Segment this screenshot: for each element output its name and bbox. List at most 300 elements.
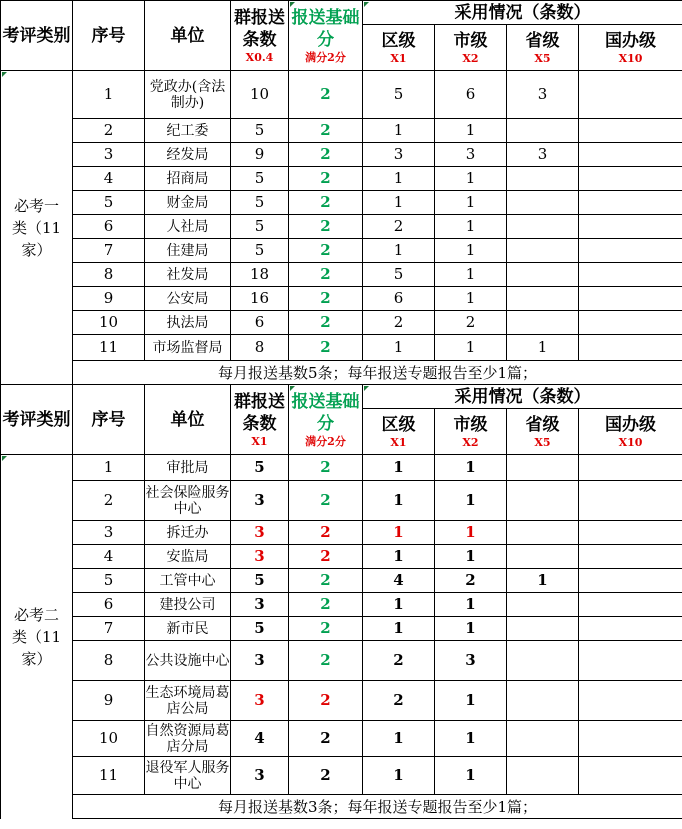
- table-row: [1, 287, 682, 311]
- district-value: 1: [393, 766, 404, 784]
- unit-name: 纪工委: [166, 122, 209, 139]
- seq-value: 3: [103, 523, 114, 541]
- seq-value: 1: [103, 458, 114, 476]
- seq-value: 3: [103, 145, 114, 163]
- report-count-cell: [231, 569, 289, 593]
- table-row: [1, 593, 682, 617]
- unit-cell: [145, 617, 231, 641]
- seq-value: 1: [103, 85, 114, 103]
- report-count-value: 5: [254, 193, 265, 211]
- report-count-value: 18: [249, 265, 270, 283]
- district-header: [363, 25, 435, 71]
- base-score-cell: [289, 617, 363, 641]
- unit-cell: [145, 311, 231, 335]
- report-count-header-text: 群报送条数: [234, 8, 285, 50]
- seq-cell: [73, 143, 145, 167]
- base-score-value: 2: [320, 121, 331, 139]
- unit-cell: [145, 287, 231, 311]
- state-cell: [579, 263, 682, 287]
- report-count-value: 4: [254, 729, 265, 747]
- city-value: 6: [465, 85, 476, 103]
- district-value: 4: [393, 571, 404, 589]
- unit-cell: [145, 757, 231, 795]
- unit-name: 社发局: [166, 266, 209, 283]
- seq-value: 10: [98, 313, 119, 331]
- state-cell: [579, 335, 682, 361]
- unit-name: 经发局: [166, 146, 209, 163]
- seq-cell: [73, 263, 145, 287]
- state-cell: [579, 455, 682, 481]
- report-count-value: 3: [254, 595, 265, 613]
- note-cell: [73, 361, 682, 385]
- city-value: 1: [465, 523, 476, 541]
- city-value: 1: [465, 547, 476, 565]
- adoption-header: [363, 385, 682, 409]
- category-header: [1, 385, 73, 455]
- base-score-value: 2: [320, 523, 331, 541]
- report-count-cell: [231, 617, 289, 641]
- adoption-header-text: 采用情况（条数）: [454, 2, 591, 23]
- seq-header-text: 序号: [91, 25, 126, 46]
- table-row: [1, 215, 682, 239]
- seq-value: 7: [103, 619, 114, 637]
- district-cell: [363, 545, 435, 569]
- province-value: 3: [537, 85, 548, 103]
- base-score-value: 2: [320, 458, 331, 476]
- base-score-cell: [289, 119, 363, 143]
- report-count-multiplier: X1: [251, 435, 268, 448]
- city-value: 3: [465, 651, 476, 669]
- table-row: [1, 641, 682, 681]
- category-label: 必考二类（11家）: [11, 605, 62, 668]
- province-cell: [507, 593, 579, 617]
- unit-cell: [145, 721, 231, 757]
- base-score-value: 2: [320, 265, 331, 283]
- seq-cell: [73, 641, 145, 681]
- unit-cell: [145, 71, 231, 119]
- base-score-value: 2: [320, 217, 331, 235]
- report-count-value: 3: [254, 491, 265, 509]
- province-cell: [507, 215, 579, 239]
- province-cell: [507, 287, 579, 311]
- district-cell: [363, 239, 435, 263]
- district-cell: [363, 641, 435, 681]
- unit-name: 自然资源局葛店分局: [145, 722, 230, 755]
- adoption-header: [363, 1, 682, 25]
- district-value: 1: [393, 491, 404, 509]
- base-score-cell: [289, 455, 363, 481]
- base-score-cell: [289, 143, 363, 167]
- table-row: [1, 681, 682, 721]
- unit-cell: [145, 239, 231, 263]
- province-cell: [507, 545, 579, 569]
- base-score-cell: [289, 215, 363, 239]
- city-cell: [435, 167, 507, 191]
- unit-name: 市场监督局: [152, 339, 223, 356]
- city-cell: [435, 143, 507, 167]
- district-cell: [363, 617, 435, 641]
- district-value: 1: [393, 458, 404, 476]
- city-value: 1: [465, 265, 476, 283]
- seq-header: [73, 385, 145, 455]
- unit-name: 财金局: [166, 194, 209, 211]
- district-cell: [363, 215, 435, 239]
- province-cell: [507, 757, 579, 795]
- report-count-cell: [231, 641, 289, 681]
- seq-cell: [73, 287, 145, 311]
- state-cell: [579, 681, 682, 721]
- report-count-cell: [231, 481, 289, 521]
- unit-name: 公安局: [166, 290, 209, 307]
- unit-cell: [145, 521, 231, 545]
- district-multiplier: X1: [390, 436, 407, 449]
- seq-cell: [73, 593, 145, 617]
- unit-cell: [145, 569, 231, 593]
- seq-value: 10: [98, 729, 119, 747]
- note-cell: [73, 795, 682, 819]
- state-multiplier: X10: [618, 436, 643, 449]
- province-header-text: 省级: [525, 415, 560, 435]
- header-row: [1, 385, 682, 409]
- state-cell: [579, 521, 682, 545]
- unit-header-text: 单位: [170, 409, 205, 430]
- table-row: [1, 143, 682, 167]
- district-header-text: 区级: [381, 31, 416, 51]
- seq-value: 5: [103, 193, 114, 211]
- seq-cell: [73, 311, 145, 335]
- unit-cell: [145, 119, 231, 143]
- state-cell: [579, 119, 682, 143]
- seq-value: 5: [103, 571, 114, 589]
- table-row: [1, 167, 682, 191]
- city-cell: [435, 191, 507, 215]
- province-cell: [507, 569, 579, 593]
- base-score-sub: 满分2分: [305, 51, 346, 64]
- table-row: [1, 239, 682, 263]
- report-count-cell: [231, 71, 289, 119]
- city-value: 1: [465, 241, 476, 259]
- city-cell: [435, 721, 507, 757]
- unit-name: 社会保险服务中心: [145, 484, 230, 517]
- seq-header-text: 序号: [91, 409, 126, 430]
- category-cell: [1, 455, 73, 819]
- report-count-value: 5: [254, 169, 265, 187]
- city-value: 1: [465, 766, 476, 784]
- city-value: 2: [465, 313, 476, 331]
- table-row: [1, 455, 682, 481]
- base-score-cell: [289, 287, 363, 311]
- report-count-cell: [231, 335, 289, 361]
- district-value: 3: [393, 145, 404, 163]
- province-cell: [507, 617, 579, 641]
- district-cell: [363, 455, 435, 481]
- district-value: 1: [393, 729, 404, 747]
- seq-cell: [73, 721, 145, 757]
- base-score-value: 2: [320, 729, 331, 747]
- district-cell: [363, 593, 435, 617]
- city-value: 1: [465, 729, 476, 747]
- base-score-header-text: 报送基础分: [291, 8, 360, 50]
- district-cell: [363, 311, 435, 335]
- base-score-value: 2: [320, 547, 331, 565]
- seq-value: 9: [103, 691, 114, 709]
- base-score-cell: [289, 757, 363, 795]
- state-multiplier: X10: [618, 52, 643, 65]
- base-score-value: 2: [320, 289, 331, 307]
- district-value: 5: [393, 85, 404, 103]
- district-cell: [363, 143, 435, 167]
- base-score-value: 2: [320, 85, 331, 103]
- seq-value: 2: [103, 491, 114, 509]
- district-cell: [363, 481, 435, 521]
- unit-name: 住建局: [166, 242, 209, 259]
- city-cell: [435, 757, 507, 795]
- city-cell: [435, 617, 507, 641]
- adoption-header-text: 采用情况（条数）: [454, 386, 591, 407]
- base-score-value: 2: [320, 145, 331, 163]
- base-score-cell: [289, 593, 363, 617]
- base-score-cell: [289, 71, 363, 119]
- district-value: 1: [393, 169, 404, 187]
- table-row: [1, 335, 682, 361]
- report-count-cell: [231, 215, 289, 239]
- city-value: 1: [465, 193, 476, 211]
- state-cell: [579, 641, 682, 681]
- table-row: [1, 545, 682, 569]
- city-header-text: 市级: [453, 415, 488, 435]
- seq-cell: [73, 167, 145, 191]
- province-cell: [507, 143, 579, 167]
- province-header: [507, 25, 579, 71]
- base-score-cell: [289, 681, 363, 721]
- base-score-header: [289, 1, 363, 71]
- province-cell: [507, 71, 579, 119]
- seq-header: [73, 1, 145, 71]
- unit-cell: [145, 191, 231, 215]
- seq-value: 8: [103, 265, 114, 283]
- province-header-text: 省级: [525, 31, 560, 51]
- seq-cell: [73, 119, 145, 143]
- report-count-cell: [231, 311, 289, 335]
- unit-header: [145, 385, 231, 455]
- report-count-cell: [231, 191, 289, 215]
- report-count-value: 5: [254, 217, 265, 235]
- province-cell: [507, 681, 579, 721]
- district-cell: [363, 335, 435, 361]
- city-value: 1: [465, 691, 476, 709]
- report-count-cell: [231, 143, 289, 167]
- province-header: [507, 409, 579, 455]
- base-score-value: 2: [320, 766, 331, 784]
- province-cell: [507, 455, 579, 481]
- base-score-cell: [289, 481, 363, 521]
- table-row: [1, 721, 682, 757]
- seq-value: 2: [103, 121, 114, 139]
- city-cell: [435, 641, 507, 681]
- report-count-cell: [231, 521, 289, 545]
- district-cell: [363, 757, 435, 795]
- table-row: [1, 481, 682, 521]
- district-cell: [363, 263, 435, 287]
- state-cell: [579, 311, 682, 335]
- unit-name: 拆迁办: [166, 524, 209, 541]
- unit-name: 公共设施中心: [145, 652, 230, 669]
- province-cell: [507, 521, 579, 545]
- report-count-value: 3: [254, 651, 265, 669]
- state-cell: [579, 593, 682, 617]
- seq-cell: [73, 239, 145, 263]
- district-value: 1: [393, 338, 404, 356]
- base-score-header-text: 报送基础分: [291, 392, 360, 434]
- report-count-cell: [231, 593, 289, 617]
- base-score-sub: 满分2分: [305, 435, 346, 448]
- state-cell: [579, 143, 682, 167]
- seq-value: 4: [103, 547, 114, 565]
- unit-name: 建投公司: [159, 596, 216, 613]
- city-cell: [435, 681, 507, 721]
- report-count-value: 3: [254, 547, 265, 565]
- table-row: [1, 119, 682, 143]
- state-header: [579, 25, 682, 71]
- province-cell: [507, 119, 579, 143]
- category-cell: [1, 71, 73, 385]
- district-cell: [363, 71, 435, 119]
- report-count-cell: [231, 455, 289, 481]
- province-cell: [507, 191, 579, 215]
- report-count-multiplier: X0.4: [245, 51, 274, 64]
- table-row: [1, 757, 682, 795]
- city-cell: [435, 569, 507, 593]
- province-multiplier: X5: [534, 436, 551, 449]
- note-text: 每月报送基数3条；每年报送专题报告至少1篇；: [217, 798, 538, 816]
- province-cell: [507, 311, 579, 335]
- unit-name: 工管中心: [159, 572, 216, 589]
- unit-cell: [145, 263, 231, 287]
- seq-cell: [73, 617, 145, 641]
- table-row: [1, 311, 682, 335]
- report-count-value: 16: [249, 289, 270, 307]
- province-cell: [507, 167, 579, 191]
- city-cell: [435, 545, 507, 569]
- state-cell: [579, 721, 682, 757]
- district-header-text: 区级: [381, 415, 416, 435]
- base-score-value: 2: [320, 169, 331, 187]
- district-value: 1: [393, 241, 404, 259]
- district-value: 1: [393, 595, 404, 613]
- unit-name: 新市民: [166, 620, 209, 637]
- unit-name: 党政办(含法制办): [149, 78, 226, 111]
- province-cell: [507, 721, 579, 757]
- city-value: 1: [465, 121, 476, 139]
- city-cell: [435, 239, 507, 263]
- header-row: [1, 1, 682, 25]
- unit-cell: [145, 481, 231, 521]
- seq-cell: [73, 545, 145, 569]
- seq-cell: [73, 215, 145, 239]
- city-cell: [435, 119, 507, 143]
- city-header-text: 市级: [453, 31, 488, 51]
- province-value: 3: [537, 145, 548, 163]
- report-count-value: 3: [254, 766, 265, 784]
- table-row: [1, 191, 682, 215]
- city-value: 1: [465, 491, 476, 509]
- state-cell: [579, 167, 682, 191]
- unit-name: 审批局: [166, 459, 209, 476]
- district-value: 2: [393, 313, 404, 331]
- table-row: [1, 71, 682, 119]
- state-cell: [579, 757, 682, 795]
- table-row: [1, 263, 682, 287]
- base-score-value: 2: [320, 571, 331, 589]
- base-score-cell: [289, 569, 363, 593]
- seq-value: 6: [103, 217, 114, 235]
- note-row: [1, 795, 682, 819]
- seq-cell: [73, 569, 145, 593]
- district-cell: [363, 521, 435, 545]
- note-text: 每月报送基数5条；每年报送专题报告至少1篇；: [217, 364, 538, 382]
- seq-value: 4: [103, 169, 114, 187]
- city-value: 1: [465, 595, 476, 613]
- report-count-cell: [231, 263, 289, 287]
- seq-value: 11: [98, 338, 119, 356]
- category-header: [1, 1, 73, 71]
- district-cell: [363, 119, 435, 143]
- district-cell: [363, 569, 435, 593]
- state-cell: [579, 617, 682, 641]
- report-count-cell: [231, 239, 289, 263]
- city-cell: [435, 215, 507, 239]
- district-cell: [363, 191, 435, 215]
- province-cell: [507, 335, 579, 361]
- city-value: 1: [465, 619, 476, 637]
- report-count-value: 9: [254, 145, 265, 163]
- district-header: [363, 409, 435, 455]
- district-cell: [363, 167, 435, 191]
- seq-cell: [73, 521, 145, 545]
- base-score-value: 2: [320, 691, 331, 709]
- unit-cell: [145, 143, 231, 167]
- province-cell: [507, 263, 579, 287]
- base-score-cell: [289, 311, 363, 335]
- table-row: [1, 521, 682, 545]
- province-value: 1: [537, 338, 548, 356]
- province-cell: [507, 239, 579, 263]
- district-value: 2: [393, 217, 404, 235]
- base-score-cell: [289, 521, 363, 545]
- seq-value: 8: [103, 651, 114, 669]
- unit-name: 安监局: [166, 548, 209, 565]
- district-value: 1: [393, 121, 404, 139]
- city-cell: [435, 287, 507, 311]
- city-value: 3: [465, 145, 476, 163]
- unit-header-text: 单位: [170, 25, 205, 46]
- report-count-value: 5: [254, 121, 265, 139]
- base-score-value: 2: [320, 193, 331, 211]
- category-label: 必考一类（11家）: [11, 196, 62, 259]
- base-score-cell: [289, 191, 363, 215]
- report-count-header-text: 群报送条数: [234, 392, 285, 434]
- report-count-cell: [231, 167, 289, 191]
- city-header: [435, 409, 507, 455]
- district-cell: [363, 681, 435, 721]
- state-header: [579, 409, 682, 455]
- base-score-value: 2: [320, 313, 331, 331]
- report-count-cell: [231, 545, 289, 569]
- seq-cell: [73, 71, 145, 119]
- state-cell: [579, 569, 682, 593]
- base-score-cell: [289, 545, 363, 569]
- seq-cell: [73, 335, 145, 361]
